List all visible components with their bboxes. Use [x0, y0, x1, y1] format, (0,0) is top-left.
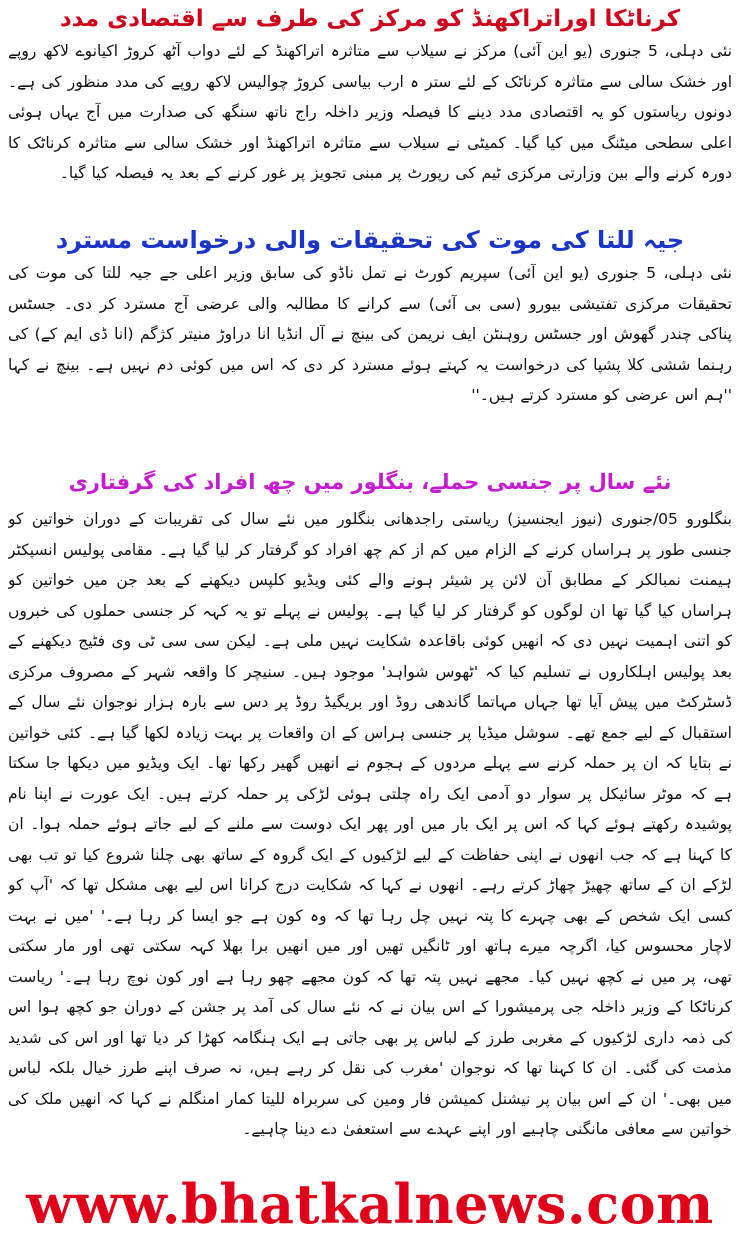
headline-jayalalitha-petition: جیہ للتا کی موت کی تحقیقات والی درخواست مسترد [55, 226, 685, 254]
website-footer: www.bhatkalnews.com [26, 1172, 714, 1236]
article-body-jayalalitha-petition: نئی دہلی، 5 جنوری (یو این آئی) سپریم کورٹ نے تمل ناڈو کی سابق وزیر اعلی جے جیہ للتا کی موت کی تحقیقات مرکزی تفتیشی بیورو (سی بی آئی) سے کرانے کا مطالبہ والی عرضی آج مسترد کر دی۔ جسٹس پناکی چندر گھوش اور جسٹس روہنٹن ایف نریمن کی بینچ نے آل انڈیا انا دراوڑ منیتر کژگم (انا ڈی ایم کے) کی رہنما ششی کلا پشپا کی درخواست یہ کہتے ہوئے مسترد کر دی کہ اس میں کوئی دم نہیں ہے۔ بینچ نے کہا ''ہم اس عرضی کو مسترد کرتے ہیں۔'' [8, 264, 732, 404]
article-body-bengaluru-arrests: بنگلورو 05/جنوری (نیوز ایجنسیز) ریاستی راجدھانی بنگلور میں نئے سال کی تقریبات کے دوران خواتین کو جنسی طور پر ہراساں کرنے کے الزام میں کم از کم چھ افراد کو گرفتار کر لیا گیا ہے۔ مقامی پولیس انسپکٹر ہیمنت نمبالکر کے مطابق آن لائن پر شیئر ہونے والے کئی ویڈیو کلپس دیکھنے کے بعد جن میں خواتین کو ہراساں کیا گیا تھا ان لوگوں کو گرفتار کر لیا گیا ہے۔ پولیس نے پہلے تو یہ کہہ کر جنسی حملوں کی خبروں کو اتنی اہمیت نہیں دی کہ انھیں کوئی باقاعدہ شکایت نہیں ملی ہے۔ لیکن سی سی ٹی وی فٹیج دیکھنے کے بعد پولیس اہلکاروں نے تسلیم کیا کہ 'ٹھوس شواہد' موجود ہیں۔ سنیچر کا واقعہ شہر کے مصروف مرکزی ڈسٹرکٹ میں پیش آیا تھا جہاں مہاتما گاندھی روڈ اور بریگیڈ روڈ پر دس سے بارہ ہزار نوجوان نئے سال کے استقبال کے لیے جمع تھے۔ سوشل میڈیا پر جنسی ہراس کے ان واقعات پر بہت زیادہ لکھا گیا ہے۔ کئی خواتین نے بتایا کہ ان پر حملہ کرنے سے پہلے مردوں کے ہجوم نے انھیں گھیر رکھا تھا۔ ایک ویڈیو میں دیکھا جا سکتا ہے کہ موٹر سائیکل پر سوار دو آدمی ایک راہ چلتی ہوئی لڑکی پر حملہ کرتے ہیں۔ ایک عورت نے اپنا نام پوشیدہ رکھتے ہوئے کہا کہ اس پر ایک بار میں اور پھر ایک دوست سے ملنے کے لیے جاتے ہوئے حملہ ہوا۔ ان کا کہنا ہے کہ جب انھوں نے اپنی حفاظت کے لیے لڑکیوں کے ایک گروہ کے ساتھ بھی چلنا شروع کیا تو تب بھی لڑکے ان کے ساتھ چھیڑ چھاڑ کرتے رہے۔ انھوں نے کہا کہ شکایت درج کرانا اس لیے بھی مشکل تھا کہ 'آپ کو کسی ایک شخص کے بھی چہرے کا پتہ نہیں چل رہا تھا کہ وہ کون ہے جو ایسا کر رہا ہے۔' 'میں نے بہت لاچار محسوس کیا، اگرچہ میرے ہاتھ اور ٹانگیں تھیں اور میں انھیں برا بھلا کہہ سکتی تھی اور مار سکتی تھی، پر میں نے کچھ نہیں کیا۔ مجھے نہیں پتہ تھا کہ کون مجھے چھو رہا ہے اور کون نوچ رہا ہے۔' ریاست کرناٹکا کے وزیر داخلہ جی پرمیشورا کے اس بیان نے کہ نئے سال کی آمد پر جشن کے دوران جو کچھ ہوا اس کی ذمہ داری لڑکیوں کے مغربی طرز کے لباس پر بھی جاتی ہے ایک ہنگامہ کھڑا کر دیا تھا اور اس کی شدید مذمت کی گئی۔ ان کا کہنا تھا کہ نوجوان 'مغرب کی نقل کر رہے ہیں، نہ صرف اپنے طرز خیال بلکہ لباس میں بھی۔' ان کے اس بیان پر نیشنل کمیشن فار ومین کی سربراہ للیتا کمار امنگلم نے کہا کہ انھیں ملک کی خواتین سے معافی مانگنی چاہیے اور اپنے عہدے سے استعفیٰ دے دینا چاہیے۔ [8, 510, 732, 1138]
article-body-karnataka-uttarakhand-aid: نئی دہلی، 5 جنوری (یو این آئی) مرکز نے سیلاب سے متاثرہ اتراکھنڈ کے لئے دواب آٹھ کروڑ اکیانوے لاکھ روپے اور خشک سالی سے متاثرہ کرناٹک کے لئے ستر ہ ارب بیاسی کروڑ چوالیس لاکھ روپے کی مدد منظور کی ہے۔ دونوں ریاستوں کو یہ اقتصادی مدد دینے کا فیصلہ وزیر داخلہ راج ناتھ سنگھ کی صدارت میں آج یہاں ہوئی اعلی سطحی میٹنگ میں کیا گیا۔ کمیٹی نے سیلاب سے متاثرہ اتراکھنڈ اور خشک سالی سے متاثرہ کرناٹک کا دورہ کرنے والے بین وزارتی مرکزی ٹیم کی رپورٹ پر مبنی تجویز پر غور کرنے کے بعد یہ فیصلہ کیا گیا۔ [8, 42, 732, 182]
headline-bengaluru-arrests: نئے سال پر جنسی حملے، بنگلور میں چھ افراد کی گرفتاری [68, 470, 672, 494]
headline-karnataka-uttarakhand-aid: کرناٹکا اوراتراکھنڈ کو مرکز کی طرف سے اقتصادی مدد [59, 6, 681, 32]
